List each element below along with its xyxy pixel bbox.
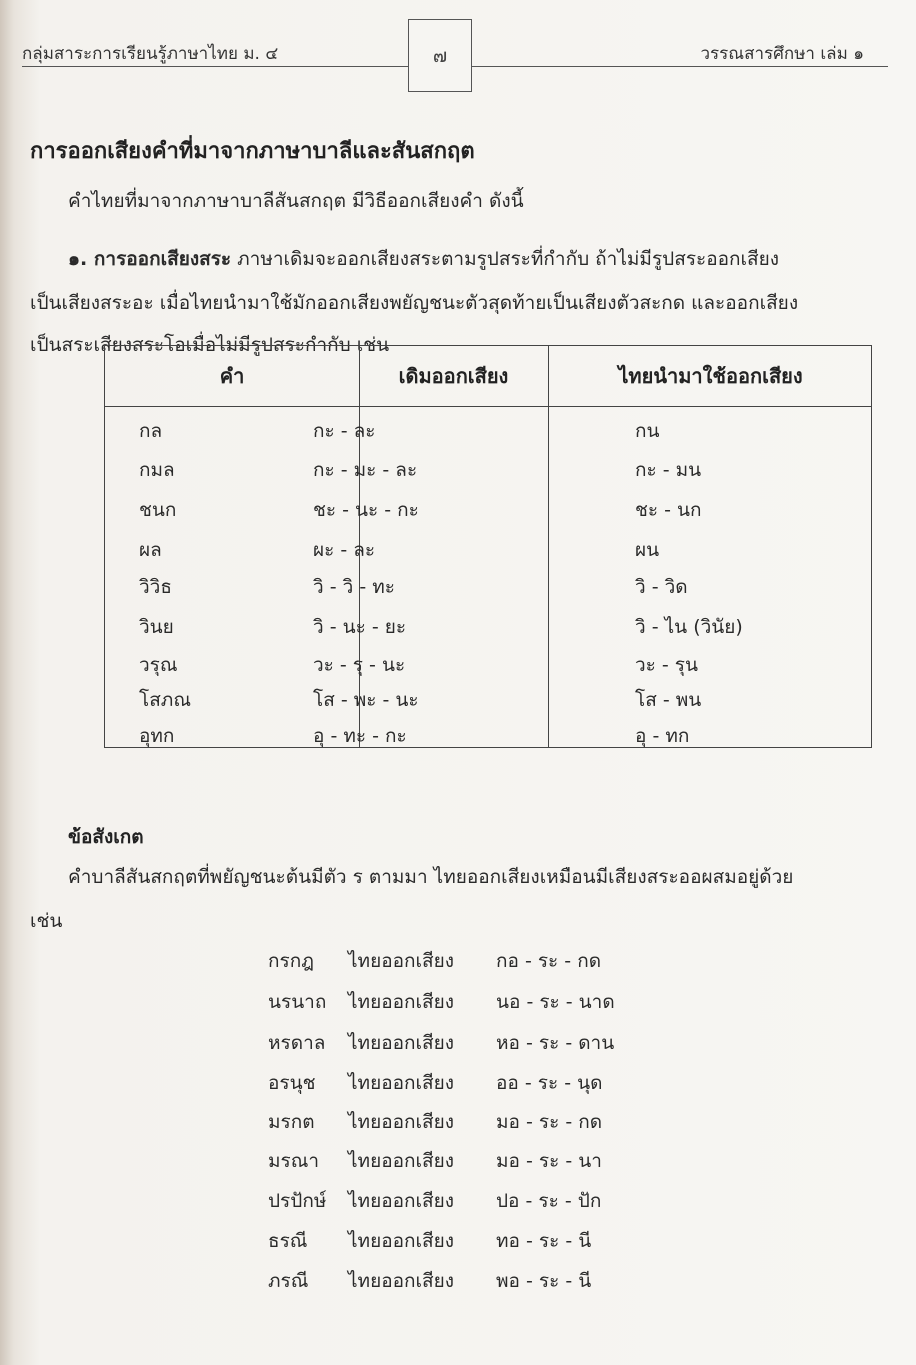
example-label: ไทยออกเสียง — [348, 1072, 455, 1094]
example-label: ไทยออกเสียง — [348, 1230, 455, 1252]
note-line2: เช่น — [30, 910, 63, 932]
cell-word: วรุณ — [139, 654, 178, 676]
cell-original: กะ - ละ — [313, 420, 376, 442]
example-word: มรกต — [268, 1111, 315, 1133]
example-label: ไทยออกเสียง — [348, 1111, 455, 1133]
cell-original: อุ - ทะ - กะ — [313, 725, 407, 747]
example-word: อรนุช — [268, 1072, 316, 1094]
header-subject: กลุ่มสาระการเรียนรู้ภาษาไทย ม. ๔ — [22, 44, 279, 64]
point1-line2: เป็นเสียงสระอะ เมื่อไทยนำมาใช้มักออกเสียงพยัญชนะตัวสุดท้ายเป็นเสียงตัวสะกด และออกเสียง — [30, 292, 799, 314]
point1-line1 — [68, 244, 779, 274]
cell-thai: วะ - รุน — [635, 654, 699, 676]
example-label: ไทยออกเสียง — [348, 991, 455, 1013]
example-row — [268, 1107, 602, 1137]
note-line1: คำบาลีสันสกฤตที่พยัญชนะต้นมีตัว ร ตามมา ไทยออกเสียงเหมือนมีเสียงสระออผสมอยู่ด้วย — [68, 866, 794, 888]
example-reading: มอ - ระ - นา — [496, 1150, 602, 1172]
example-word: ภรณี — [268, 1270, 309, 1292]
example-word: ปรปักษ์ — [268, 1190, 327, 1212]
cell-thai: ชะ - นก — [635, 499, 702, 521]
example-row — [268, 1028, 614, 1058]
page-number: ๗ — [432, 44, 448, 67]
example-reading: หอ - ระ - ดาน — [496, 1032, 615, 1054]
cell-word: กมล — [139, 459, 175, 481]
page-number-box — [408, 19, 472, 92]
cell-thai: วิ - ไน (วินัย) — [635, 616, 743, 638]
example-row — [268, 1068, 602, 1098]
cell-original: วิ - วิ - ทะ — [313, 576, 395, 598]
example-reading: นอ - ระ - นาด — [496, 991, 615, 1013]
cell-original: ผะ - ละ — [313, 539, 376, 561]
header-divider — [105, 406, 871, 407]
example-row — [268, 987, 615, 1017]
pronunciation-table — [104, 345, 872, 748]
cell-thai: กน — [635, 420, 660, 442]
cell-original: วิ - นะ - ยะ — [313, 616, 407, 638]
cell-thai: อุ - ทก — [635, 725, 690, 747]
column-header-original: เดิมออกเสียง — [398, 364, 509, 388]
example-label: ไทยออกเสียง — [348, 1270, 455, 1292]
point1-heading: ๑. การออกเสียงสระ — [68, 248, 232, 270]
cell-word: ผล — [139, 539, 162, 561]
cell-word: ชนก — [139, 499, 177, 521]
example-label: ไทยออกเสียง — [348, 1032, 455, 1054]
cell-thai: วิ - วิด — [635, 576, 688, 598]
cell-word: วิวิธ — [139, 576, 172, 598]
example-reading: ทอ - ระ - นี — [496, 1230, 592, 1252]
example-reading: ปอ - ระ - ปัก — [496, 1190, 602, 1212]
example-reading: ออ - ระ - นุด — [496, 1072, 603, 1094]
example-label: ไทยออกเสียง — [348, 950, 455, 972]
section-title: การออกเสียงคำที่มาจากภาษาบาลีและสันสกฤต — [30, 139, 475, 164]
column-header-thai: ไทยนำมาใช้ออกเสียง — [618, 364, 803, 388]
example-word: กรกฎ — [268, 950, 314, 972]
cell-thai: ผน — [635, 539, 660, 561]
example-word: ธรณี — [268, 1230, 308, 1252]
example-row — [268, 1226, 591, 1256]
cell-word: วินย — [139, 616, 174, 638]
point1-line3: เป็นสระเสียงสระโอเมื่อไม่มีรูปสระกำกับ เช่น — [30, 334, 390, 356]
cell-original: ชะ - นะ - กะ — [313, 499, 419, 521]
column-header-word: คำ — [219, 364, 245, 388]
example-row — [268, 1266, 591, 1296]
cell-word: กล — [139, 420, 163, 442]
example-row — [268, 946, 601, 976]
example-reading: มอ - ระ - กด — [496, 1111, 603, 1133]
example-word: นรนาถ — [268, 991, 327, 1013]
cell-thai: โส - พน — [635, 689, 702, 711]
cell-original: วะ - รุ - นะ — [313, 654, 406, 676]
note-heading: ข้อสังเกต — [68, 826, 144, 848]
cell-original: โส - พะ - นะ — [313, 689, 419, 711]
example-label: ไทยออกเสียง — [348, 1150, 455, 1172]
example-row — [268, 1146, 602, 1176]
cell-word: โสภณ — [139, 689, 191, 711]
example-reading: กอ - ระ - กด — [496, 950, 602, 972]
example-word: มรณา — [268, 1150, 320, 1172]
point1-text: ภาษาเดิมจะออกเสียงสระตามรูปสระที่กำกับ ถ้าไม่มีรูปสระออกเสียง — [237, 248, 780, 270]
example-row — [268, 1186, 601, 1216]
example-word: หรดาล — [268, 1032, 326, 1054]
cell-word: อุทก — [139, 725, 175, 747]
example-reading: พอ - ระ - นี — [496, 1270, 592, 1292]
example-label: ไทยออกเสียง — [348, 1190, 455, 1212]
header-book-title: วรรณสารศึกษา เล่ม ๑ — [700, 44, 864, 64]
cell-thai: กะ - มน — [635, 459, 702, 481]
intro-paragraph: คำไทยที่มาจากภาษาบาลีสันสกฤต มีวิธีออกเสียงคำ ดังนี้ — [68, 190, 524, 212]
cell-original: กะ - มะ - ละ — [313, 459, 418, 481]
